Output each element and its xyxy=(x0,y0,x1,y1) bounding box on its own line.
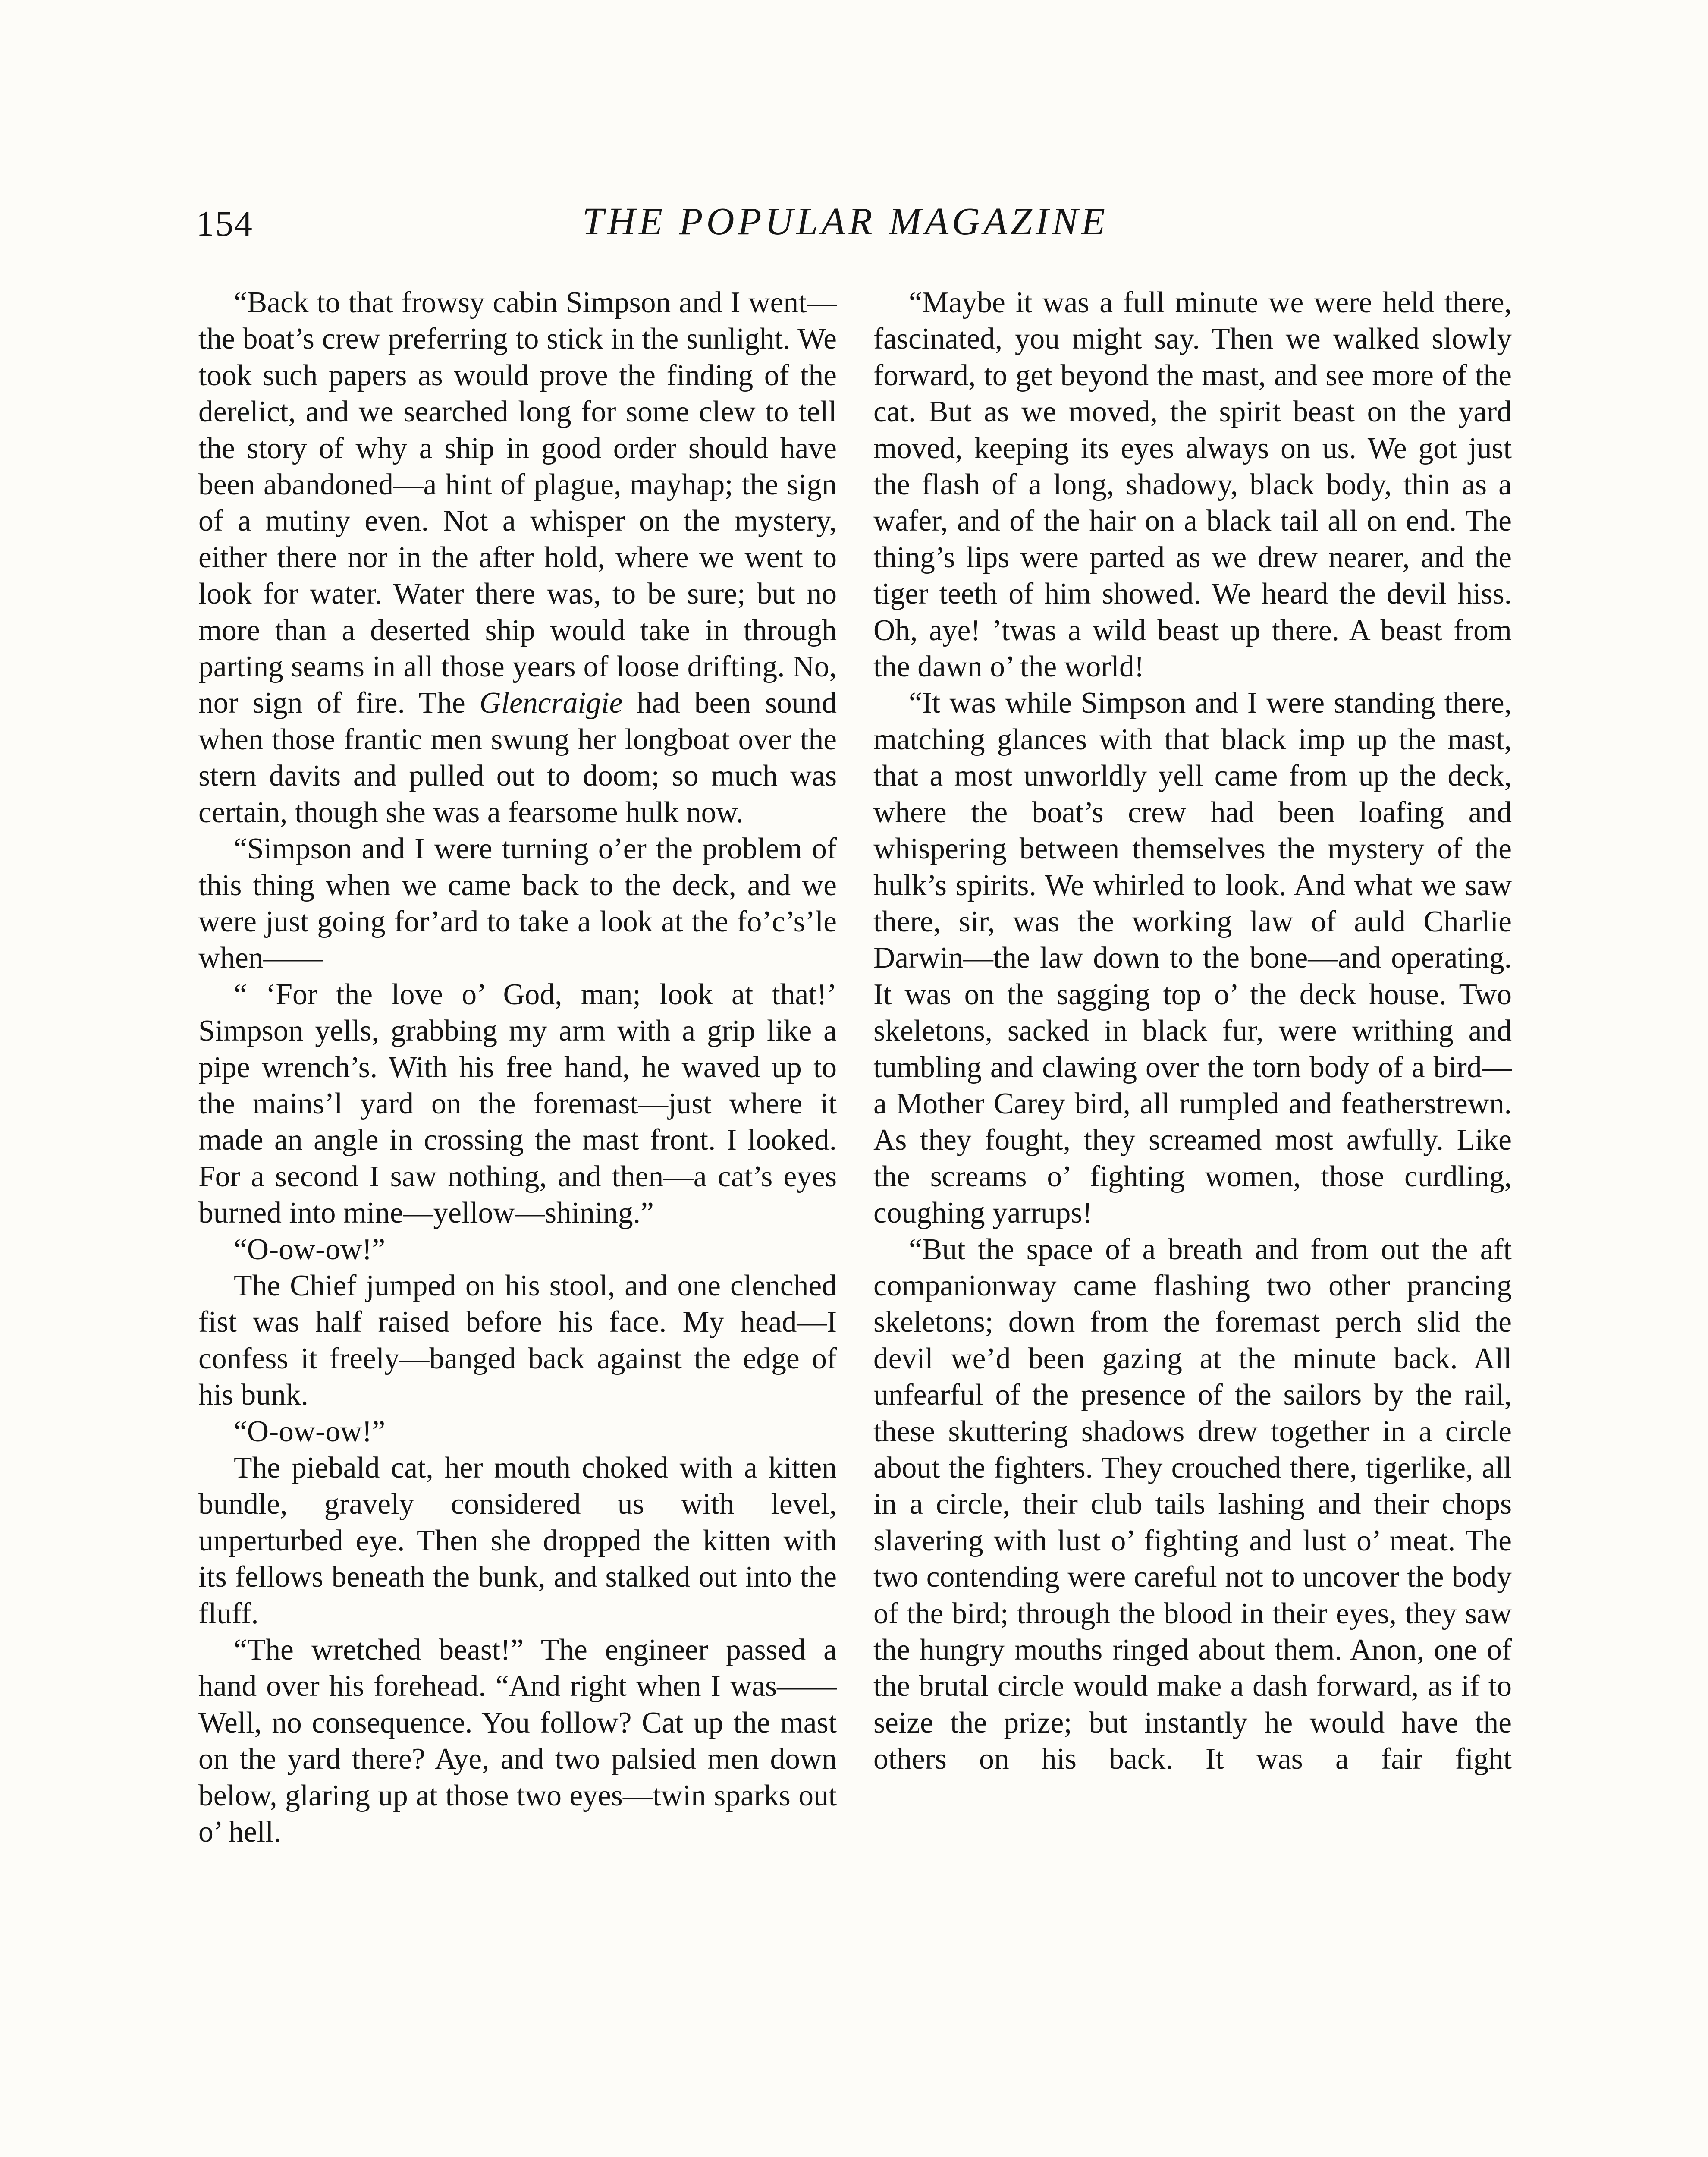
paragraph: “The wretched beast!” The engineer passed a hand over his forehead. “And right when I was—— Well, no consequence. You follow? Cat up the mast on the yard there? Aye, and two palsied men down below, glaring up at those two eyes—twin sparks out o’ hell. xyxy=(198,1633,837,1849)
running-head: THE POPULAR MAGAZINE xyxy=(582,200,1108,243)
paragraph-text: had been sound when those frantic men swung her longboat over the stern davits and pulled out to doom; so much was certain, though she was a fearsome hulk now. xyxy=(198,686,837,829)
paragraph: “O-ow-ow!” xyxy=(234,1415,386,1448)
ship-name: Glencraigie xyxy=(479,686,623,720)
paragraph: “O-ow-ow!” xyxy=(234,1233,386,1266)
paragraph: “But the space of a breath and from out the aft companionway came flashing two other prancing skeletons; down from the foremast perch slid the devil we’d been gazing at the minute back. All unfearful of the presence of the sailors by the rail, these skuttering shadows drew together in a circle about the fighters. They crouched there, tigerlike, all in a circle, their club tails lashing and their chops slavering with lust o’ fighting and lust o’ meat. The two contending were careful not to uncover the body of the bird; through the blood in their eyes, they saw the hungry mouths ringed about them. Anon, one of the brutal circle would make a dash forward, as if to seize the prize; but instantly he would have the others on his back. It was a fair fight xyxy=(873,1233,1512,1776)
right-column xyxy=(873,285,1512,1778)
paragraph: The piebald cat, her mouth choked with a kitten bundle, gravely considered us with level, unperturbed eye. Then she dropped the kitten with its fellows beneath the bunk, and stalked out into the fluff. xyxy=(198,1451,837,1630)
paragraph-text: “Back to that frowsy cabin Simpson and I went—the boat’s crew preferring to stick in the sunlight. We took such papers as would prove the finding of the derelict, and we searched long for some clew to tell the story of why a ship in good order should have been abandoned—a hint of plague, mayhap; the sign of a mutiny even. Not a whisper on the mystery, either there nor in the after hold, where we went to look for water. Water there was, to be sure; but no more than a deserted ship would take in through parting seams in all those years of loose drifting. No, nor sign of fire. The xyxy=(198,286,837,720)
left-column xyxy=(198,285,837,1850)
paragraph: The Chief jumped on his stool, and one clenched fist was half raised before his face. My head—I confess it freely—banged back against the edge of his bunk. xyxy=(198,1269,837,1412)
paragraph: “It was while Simpson and I were standing there, matching glances with that black imp up the mast, that a most unworldly yell came from up the deck, where the boat’s crew had been loafing and whispering between themselves the mystery of the hulk’s spirits. We whirled to look. And what we saw there, sir, was the working law of auld Charlie Darwin—the law down to the bone—and operating. It was on the sagging top o’ the deck house. Two skeletons, sacked in black fur, were writhing and tumbling and clawing over the torn body of a bird—a Mother Carey bird, all rumpled and featherstrewn. As they fought, they screamed most awfully. Like the screams o’ fighting women, those curdling, coughing yarrups! xyxy=(873,686,1512,1230)
paragraph: “Maybe it was a full minute we were held there, fascinated, you might say. Then we walked slowly forward, to get beyond the mast, and see more of the cat. But as we moved, the spirit beast on the yard moved, keeping its eyes always on us. We got just the flash of a long, shadowy, black body, thin as a wafer, and of the hair on a black tail all on end. The thing’s lips were parted as we drew nearer, and the tiger teeth of him showed. We heard the devil hiss. Oh, aye! ’twas a wild beast up there. A beast from the dawn o’ the world! xyxy=(873,286,1512,684)
paragraph: “ ‘For the love o’ God, man; look at that!’ Simpson yells, grabbing my arm with a grip like a pipe wrench’s. With his free hand, he waved up to the mains’l yard on the foremast—just where it made an angle in crossing the mast front. I looked. For a second I saw nothing, and then—a cat’s eyes burned into mine—yellow—shining.” xyxy=(198,978,837,1230)
paragraph xyxy=(198,285,837,831)
page-number: 154 xyxy=(196,204,253,244)
paragraph: “Simpson and I were turning o’er the problem of this thing when we came back to the deck, and we were just going for’ard to take a look at the fo’c’s’le when—— xyxy=(198,832,837,975)
